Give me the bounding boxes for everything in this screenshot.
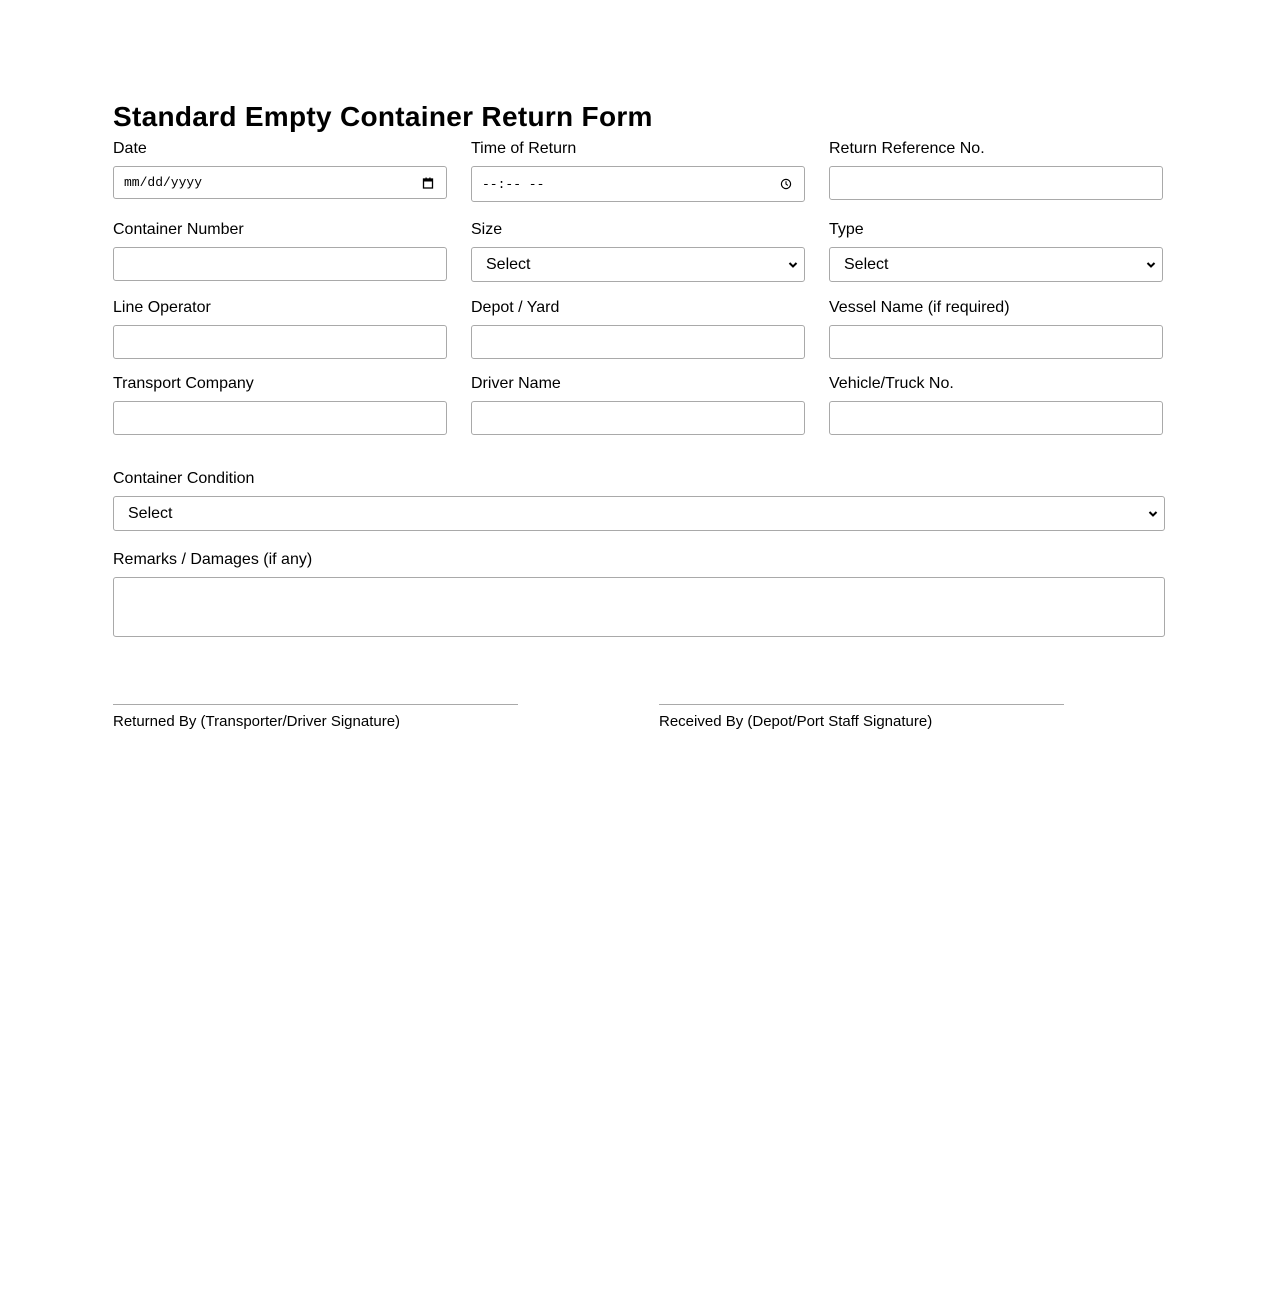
container-number-label: Container Number xyxy=(113,221,244,238)
size-label: Size xyxy=(471,221,503,238)
container-condition-label: Container Condition xyxy=(113,470,255,487)
chevron-down-icon xyxy=(788,261,798,269)
line-operator-label: Line Operator xyxy=(113,299,211,316)
calendar-icon[interactable] xyxy=(422,177,434,189)
container-return-form xyxy=(113,100,1165,730)
type-select[interactable] xyxy=(829,247,1163,282)
line-operator-input[interactable] xyxy=(113,325,447,359)
type-selected-value: Select xyxy=(844,255,889,273)
date-field-group xyxy=(113,139,447,202)
driver-name-label: Driver Name xyxy=(471,375,561,392)
time-field-group xyxy=(471,139,805,202)
type-field-group xyxy=(829,220,1163,282)
form-row-2 xyxy=(113,220,1165,282)
chevron-down-icon xyxy=(1148,510,1158,518)
vehicle-truck-field-group xyxy=(829,374,1163,435)
vehicle-truck-input[interactable] xyxy=(829,401,1163,435)
return-reference-label: Return Reference No. xyxy=(829,140,985,157)
container-number-input[interactable] xyxy=(113,247,447,281)
driver-name-field-group xyxy=(471,374,805,435)
form-row-4 xyxy=(113,374,1165,435)
received-by-caption: Received By (Depot/Port Staff Signature) xyxy=(659,713,933,730)
signature-line xyxy=(659,704,1064,705)
size-select[interactable] xyxy=(471,247,805,282)
vessel-name-input[interactable] xyxy=(829,325,1163,359)
returned-by-caption: Returned By (Transporter/Driver Signature) xyxy=(113,713,401,730)
chevron-down-icon xyxy=(1146,261,1156,269)
depot-yard-input[interactable] xyxy=(471,325,805,359)
vessel-name-label: Vessel Name (if required) xyxy=(829,299,1010,316)
vehicle-truck-label: Vehicle/Truck No. xyxy=(829,375,954,392)
size-field-group xyxy=(471,220,805,282)
return-reference-field-group xyxy=(829,139,1163,202)
depot-yard-label: Depot / Yard xyxy=(471,299,560,316)
size-selected-value: Select xyxy=(486,255,531,273)
transport-company-label: Transport Company xyxy=(113,375,254,392)
driver-name-input[interactable] xyxy=(471,401,805,435)
form-row-3 xyxy=(113,298,1165,359)
transport-company-input[interactable] xyxy=(113,401,447,435)
remarks-field-group xyxy=(113,550,1165,637)
vessel-name-field-group xyxy=(829,298,1163,359)
container-number-field-group xyxy=(113,220,447,282)
page-title: Standard Empty Container Return Form xyxy=(113,101,653,132)
transport-company-field-group xyxy=(113,374,447,435)
clock-icon[interactable] xyxy=(780,178,792,190)
time-label: Time of Return xyxy=(471,140,577,157)
form-row-1 xyxy=(113,139,1165,202)
received-by-signature xyxy=(659,704,1064,730)
time-input[interactable] xyxy=(471,166,805,202)
type-label: Type xyxy=(829,221,864,238)
date-label: Date xyxy=(113,140,147,157)
return-reference-input[interactable] xyxy=(829,166,1163,200)
depot-yard-field-group xyxy=(471,298,805,359)
date-input[interactable] xyxy=(113,166,447,199)
time-placeholder: --:-- -- xyxy=(482,176,545,192)
remarks-textarea[interactable] xyxy=(113,577,1165,637)
signature-line xyxy=(113,704,518,705)
container-condition-field-group xyxy=(113,469,1165,531)
container-condition-selected-value: Select xyxy=(128,504,173,522)
line-operator-field-group xyxy=(113,298,447,359)
remarks-label: Remarks / Damages (if any) xyxy=(113,551,313,568)
container-condition-select[interactable] xyxy=(113,496,1165,531)
date-placeholder: mm/dd/yyyy xyxy=(124,175,203,190)
returned-by-signature xyxy=(113,704,518,730)
